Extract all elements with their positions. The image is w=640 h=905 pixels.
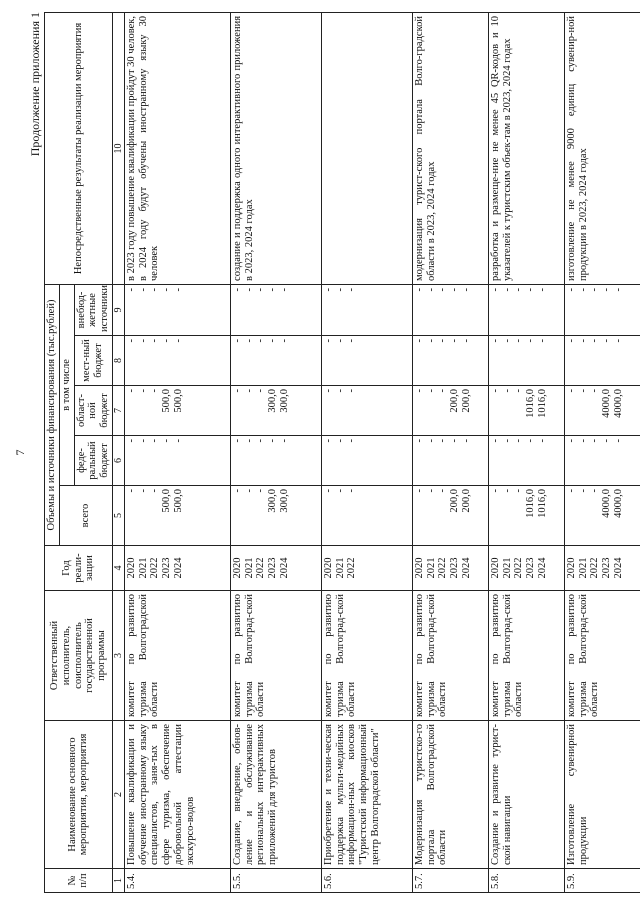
executor: комитет по развитию туризма Волгоград-ской области: [488, 591, 564, 721]
table-row: [124, 12, 230, 892]
regional-budget: - - - 1016,0 1016,0: [488, 386, 564, 436]
col-header-regional: област-ной бюджет: [74, 386, 112, 436]
total: - - - 4000,0 4000,0: [564, 486, 640, 546]
executor: комитет по развитию туризма Волгоградской области: [124, 591, 230, 721]
total: - - - 200,0 200,0: [412, 486, 488, 546]
regional-budget: - - - 500,0 500,0: [124, 386, 230, 436]
years: 2020 2021 2022 2023 2024: [564, 546, 640, 591]
local-budget: - - - - -: [564, 336, 640, 386]
table-row: [321, 12, 412, 892]
regional-budget: - - - 4000,0 4000,0: [564, 386, 640, 436]
col-number: 4: [112, 546, 124, 591]
col-number: 3: [112, 591, 124, 721]
years: 2020 2021 2022 2023 2024: [230, 546, 321, 591]
row-number: 5.7.: [412, 869, 488, 893]
years: 2020 2021 2022 2023 2024: [412, 546, 488, 591]
col-number: 2: [112, 721, 124, 869]
executor: комитет по развитию туризма Волгоград-ской области: [230, 591, 321, 721]
result: создание и поддержка одного интерактивного приложения в 2023, 2024 годах: [230, 12, 321, 284]
col-number: 10: [112, 12, 124, 284]
extra-budget: - - - - -: [412, 284, 488, 335]
total: - - -: [321, 486, 412, 546]
col-header-name: Наименование основного мероприятия, мероприятия: [45, 721, 113, 869]
col-header-extra: внебюд-жетные источники: [74, 284, 112, 335]
regional-budget: - - - 300,0 300,0: [230, 386, 321, 436]
total: - - - 1016,0 1016,0: [488, 486, 564, 546]
years: 2020 2021 2022 2023 2024: [124, 546, 230, 591]
result: разработка и размеще-ние не менее 45 QR-кодов и 10 указателей к туристским объек-там в 2023, 2024 годах: [488, 12, 564, 284]
federal-budget: - - - - -: [124, 436, 230, 486]
col-number: 9: [112, 284, 124, 335]
extra-budget: - - - - -: [564, 284, 640, 335]
col-number: 6: [112, 436, 124, 486]
extra-budget: - - - - -: [488, 284, 564, 335]
local-budget: - - - - -: [488, 336, 564, 386]
activity-name: Модернизация туристско-го портала Волгоградской области: [412, 721, 488, 869]
row-number: 5.6.: [321, 869, 412, 893]
result: модернизация турист-ского портала Волго-градской области в 2023, 2024 годах: [412, 12, 488, 284]
result: [321, 12, 412, 284]
activity-name: Изготовление сувенирной продукции: [564, 721, 640, 869]
page-number: 7: [13, 449, 27, 456]
local-budget: - - -: [321, 336, 412, 386]
executor: комитет по развитию туризма Волгоград-ской области: [412, 591, 488, 721]
activity-name: Создание и развитие турист-ской навигации: [488, 721, 564, 869]
federal-budget: - - - - -: [230, 436, 321, 486]
row-number: 5.5.: [230, 869, 321, 893]
col-header-federal: феде-ральный бюджет: [74, 436, 112, 486]
extra-budget: - - - - -: [230, 284, 321, 335]
col-header-executor: Ответственный исполнитель, соисполнитель государственной программы: [45, 591, 113, 721]
federal-budget: - - -: [321, 436, 412, 486]
result: изготовление не менее 9000 единиц сувенир-ной продукции в 2023, 2024 годах: [564, 12, 640, 284]
local-budget: - - - - -: [124, 336, 230, 386]
col-header-including: в том числе: [59, 284, 74, 485]
col-number: 1: [112, 869, 124, 893]
col-number: 5: [112, 486, 124, 546]
col-number: 7: [112, 386, 124, 436]
row-number: 5.9.: [564, 869, 640, 893]
years: 2020 2021 2022 2023 2024: [488, 546, 564, 591]
table-row: [230, 12, 321, 892]
activity-name: Создание, внедрение, обнов-ление и обслуживание региональных интерактивных приложений для туристов: [230, 721, 321, 869]
federal-budget: - - - - -: [564, 436, 640, 486]
table-row: [412, 12, 488, 892]
total: - - - 500,0 500,0: [124, 486, 230, 546]
regional-budget: - - - 200,0 200,0: [412, 386, 488, 436]
program-table: [44, 12, 640, 893]
regional-budget: - - -: [321, 386, 412, 436]
col-header-results: Непосредственные результаты реализации мероприятия: [45, 12, 113, 284]
col-header-year: Год реали-зации: [45, 546, 113, 591]
local-budget: - - - - -: [230, 336, 321, 386]
executor: комитет по развитию туризма Волгоград-ской области: [321, 591, 412, 721]
extra-budget: - - -: [321, 284, 412, 335]
total: - - - 300,0 300,0: [230, 486, 321, 546]
row-number: 5.8.: [488, 869, 564, 893]
years: 2020 2021 2022: [321, 546, 412, 591]
local-budget: - - - - -: [412, 336, 488, 386]
executor: комитет по развитию туризма Волгоград-ской области: [564, 591, 640, 721]
col-header-local: мест-ный бюджет: [74, 336, 112, 386]
result: в 2023 году повышение квалификации пройдут 30 человек, в 2024 году будут обучены иностранному языку 30 человек: [124, 12, 230, 284]
table-row: [564, 12, 640, 892]
activity-name: Повышение квалификации и обучение иностранному языку специалистов, заня-тых в сфере туризма, обеспечение добровольной аттестации экскурсо-водов: [124, 721, 230, 869]
continuation-note: Продолжение приложения 1: [28, 12, 42, 157]
col-header-funding: Объемы и источники финансирования (тыс.рублей): [45, 284, 60, 545]
extra-budget: - - - - -: [124, 284, 230, 335]
federal-budget: - - - - -: [488, 436, 564, 486]
row-number: 5.4.: [124, 869, 230, 893]
col-header-total: всего: [59, 486, 112, 546]
table-row: [488, 12, 564, 892]
col-number: 8: [112, 336, 124, 386]
federal-budget: - - - - -: [412, 436, 488, 486]
col-header-no: № п/п: [45, 869, 113, 893]
activity-name: Приобретение и техни-ческая поддержка мульти-медийных информацион-ных киосков "Туристский информационный центр Волгоградской области": [321, 721, 412, 869]
